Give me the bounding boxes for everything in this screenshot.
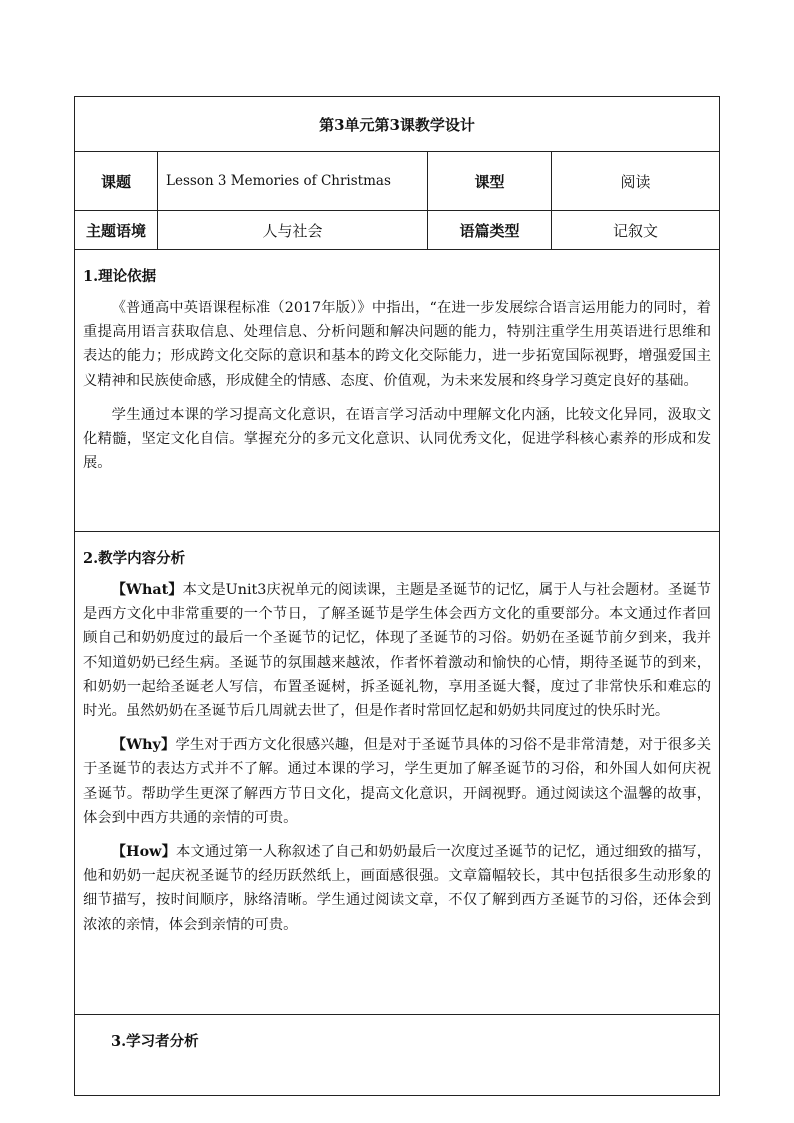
how-paragraph bbox=[83, 840, 711, 937]
why-tag: 【Why】 bbox=[111, 737, 176, 754]
document-title: 第3单元第3课教学设计 bbox=[75, 97, 720, 152]
lesson-design-table bbox=[74, 96, 720, 1096]
lesson-type-label: 课型 bbox=[428, 152, 552, 211]
topic-label: 课题 bbox=[75, 152, 158, 211]
lesson-type-value: 阅读 bbox=[552, 152, 720, 211]
section-3-heading: 3.学习者分析 bbox=[111, 1033, 199, 1050]
section-learner-analysis bbox=[75, 1015, 720, 1096]
theme-context-value: 人与社会 bbox=[158, 211, 428, 250]
section-1-paragraph-2: 学生通过本课的学习提高文化意识，在语言学习活动中理解文化内涵，比较文化异同，汲取文化精髓，坚定文化自信。掌握充分的多元文化意识、认同优秀文化，促进学科核心素养的形成和发展。 bbox=[83, 406, 711, 472]
section-content-analysis bbox=[75, 532, 720, 1015]
section-1-heading: 1.理论依据 bbox=[83, 268, 157, 285]
section-2-heading: 2.教学内容分析 bbox=[83, 550, 186, 567]
section-theoretical-basis bbox=[75, 250, 720, 532]
topic-value: Lesson 3 Memories of Christmas bbox=[158, 152, 428, 211]
theme-context-label: 主题语境 bbox=[75, 211, 158, 250]
text-genre-value: 记叙文 bbox=[552, 211, 720, 250]
text-genre-label: 语篇类型 bbox=[428, 211, 552, 250]
what-text: 本文是Unit3庆祝单元的阅读课，主题是圣诞节的记忆，属于人与社会题材。圣诞节是西方文化中非常重要的一个节日，了解圣诞节是学生体会西方文化的重要部分。本文通过作者回顾自己和奶奶度过的最后一个圣诞节的记忆，体现了圣诞节的习俗。奶奶在圣诞节前夕到来，我并不知道奶奶已经生病。圣诞节的氛围越来越浓，作者怀着激动和愉快的心情，期待圣诞节的到来，和奶奶一起给圣诞老人写信，布置圣诞树，拆圣诞礼物，享用圣诞大餐，度过了非常快乐和难忘的时光。虽然奶奶在圣诞节后几周就去世了，但是作者时常回忆起和奶奶共同度过的快乐时光。 bbox=[83, 582, 711, 720]
section-1-paragraph-1: 《普通高中英语课程标准（2017年版）》中指出，“在进一步发展综合语言运用能力的同时，着重提高用语言获取信息、处理信息、分析问题和解决问题的能力，特别注重学生用英语进行思维和表达的能力；形成跨文化交际的意识和基本的跨文化交际能力，进一步拓宽国际视野，增强爱国主义精神和民族使命感，形成健全的情感、态度、价值观，为未来发展和终身学习奠定良好的基础。 bbox=[83, 300, 711, 389]
why-paragraph bbox=[83, 733, 711, 830]
what-paragraph bbox=[83, 578, 711, 723]
how-text: 本文通过第一人称叙述了自己和奶奶最后一次度过圣诞节的记忆，通过细致的描写，他和奶奶一起庆祝圣诞节的经历跃然纸上，画面感很强。文章篇幅较长，其中包括很多生动形象的细节描写，按时间顺序，脉络清晰。学生通过阅读文章，不仅了解到西方圣诞节的习俗，还体会到浓浓的亲情，体会到亲情的可贵。 bbox=[83, 844, 711, 933]
what-tag: 【What】 bbox=[111, 582, 183, 598]
how-tag: 【How】 bbox=[111, 844, 177, 861]
why-text: 学生对于西方文化很感兴趣，但是对于圣诞节具体的习俗不是非常清楚，对于很多关于圣诞节的表达方式并不了解。通过本课的学习，学生更加了解圣诞节的习俗，和外国人如何庆祝圣诞节。帮助学生更深了解西方节日文化，提高文化意识，开阔视野。通过阅读这个温馨的故事，体会到中西方共通的亲情的可贵。 bbox=[83, 737, 711, 826]
